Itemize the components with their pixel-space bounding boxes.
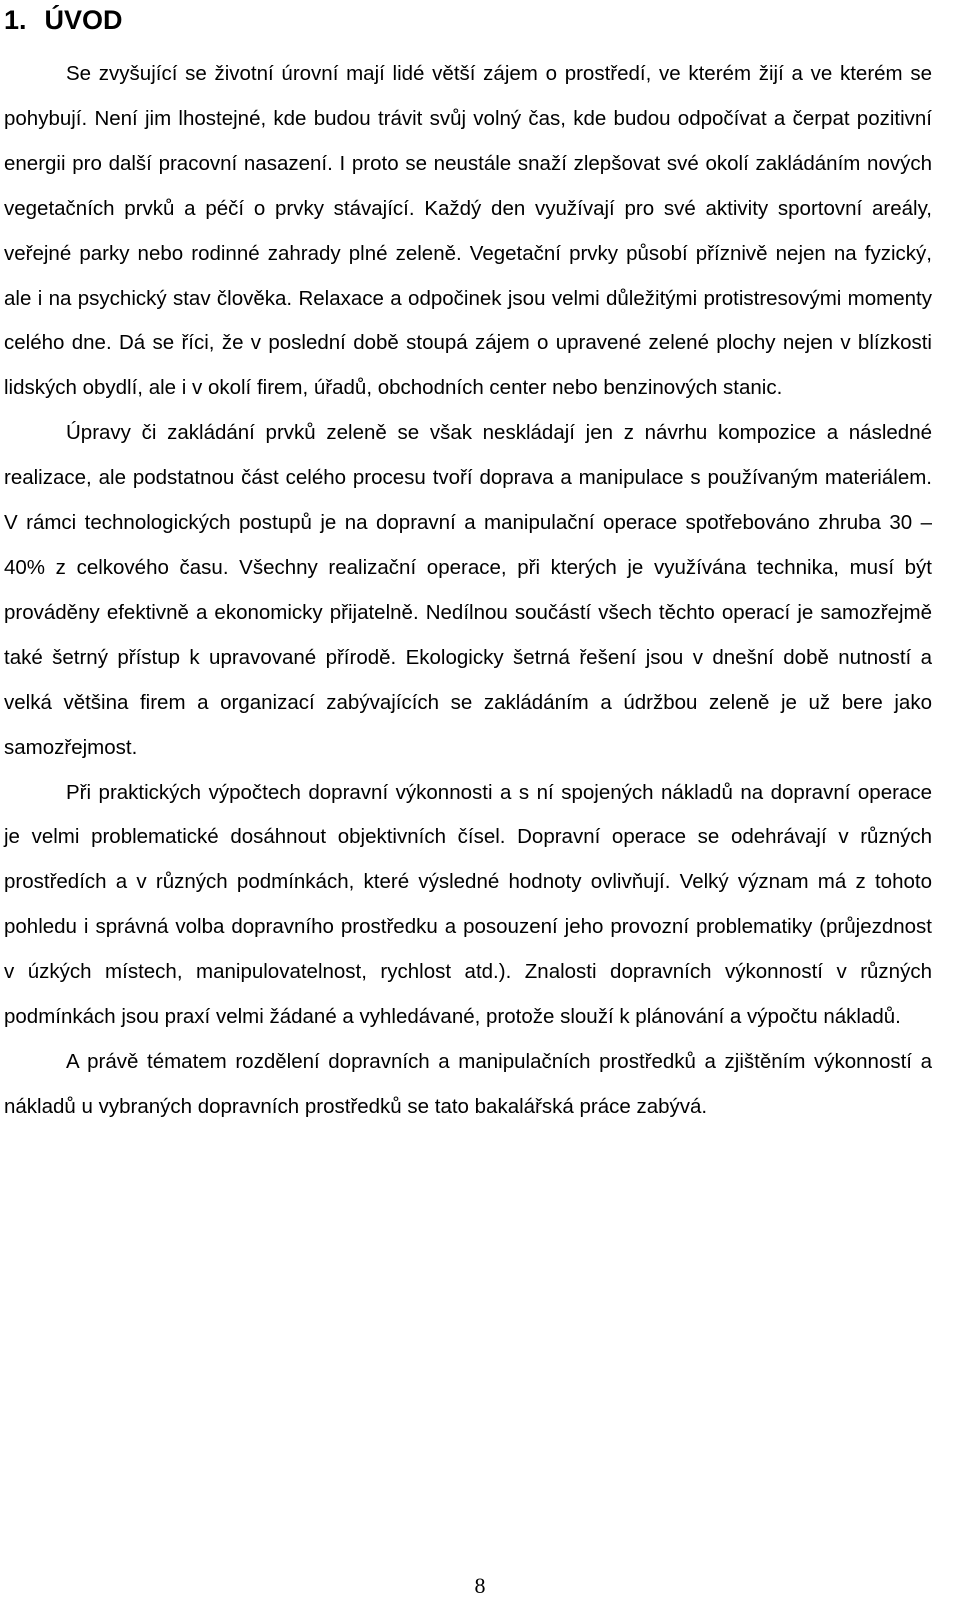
paragraph-4: A právě tématem rozdělení dopravních a manipulačních prostředků a zjištěním výkonností a nákladů u vybraných dopravních prostředků se tato bakalářská práce zabývá. [4, 1049, 932, 1118]
chapter-heading [4, 2, 123, 38]
body-text [4, 52, 932, 1130]
page-number: 8 [474, 1573, 486, 1598]
paragraph-3: Při praktických výpočtech dopravní výkonnosti a s ní spojených nákladů na dopravní operace je velmi problematické dosáhnout objektivních čísel. Dopravní operace se odehrávají v různých prostředích a v různých podmínkách, které výsledné hodnoty ovlivňují. Velký význam má z tohoto pohledu i správná volba dopravního prostředku a posouzení jeho provozní problematiky (průjezdnost v úzkých místech, manipulovatelnost, rychlost atd.). Znalosti dopravních výkonností v různých podmínkách jsou praxí velmi žádané a vyhledávané, protože slouží k plánování a výpočtu nákladů. [4, 780, 932, 1029]
chapter-title: ÚVOD [44, 5, 123, 35]
chapter-number: 1. [4, 5, 27, 35]
paragraph-2: Úpravy či zakládání prvků zeleně se však neskládají jen z návrhu kompozice a následné realizace, ale podstatnou část celého procesu tvoří doprava a manipulace s používaným materiálem. V rámci technologických postupů je na dopravní a manipulační operace spotřebováno zhruba 30 – 40% z celkového času. Všechny realizační operace, při kterých je využívána technika, musí být prováděny efektivně a ekonomicky přijatelně. Nedílnou součástí všech těchto operací je samozřejmě také šetrný přístup k upravované přírodě. Ekologicky šetrná řešení jsou v dnešní době nutností a velká většina firem a organizací zabývajících se zakládáním a údržbou zeleně je už bere jako samozřejmost. [4, 421, 932, 759]
paragraph-1: Se zvyšující se životní úrovní mají lidé větší zájem o prostředí, ve kterém žijí a ve kterém se pohybují. Není jim lhostejné, kde budou trávit svůj volný čas, kde budou odpočívat a čerpat pozitivní energii pro další pracovní nasazení. I proto se neustále snaží zlepšovat své okolí zakládáním nových vegetačních prvků a péčí o prvky stávající. Každý den využívají pro své aktivity sportovní areály, veřejné parky nebo rodinné zahrady plné zeleně. Vegetační prvky působí příznivě nejen na fyzický, ale i na psychický stav člověka. Relaxace a odpočinek jsou velmi důležitými protistresovými momenty celého dne. Dá se říci, že v poslední době stoupá zájem o upravené zelené plochy nejen v blízkosti lidských obydlí, ale i v okolí firem, úřadů, obchodních center nebo benzinových stanic. [4, 62, 932, 400]
